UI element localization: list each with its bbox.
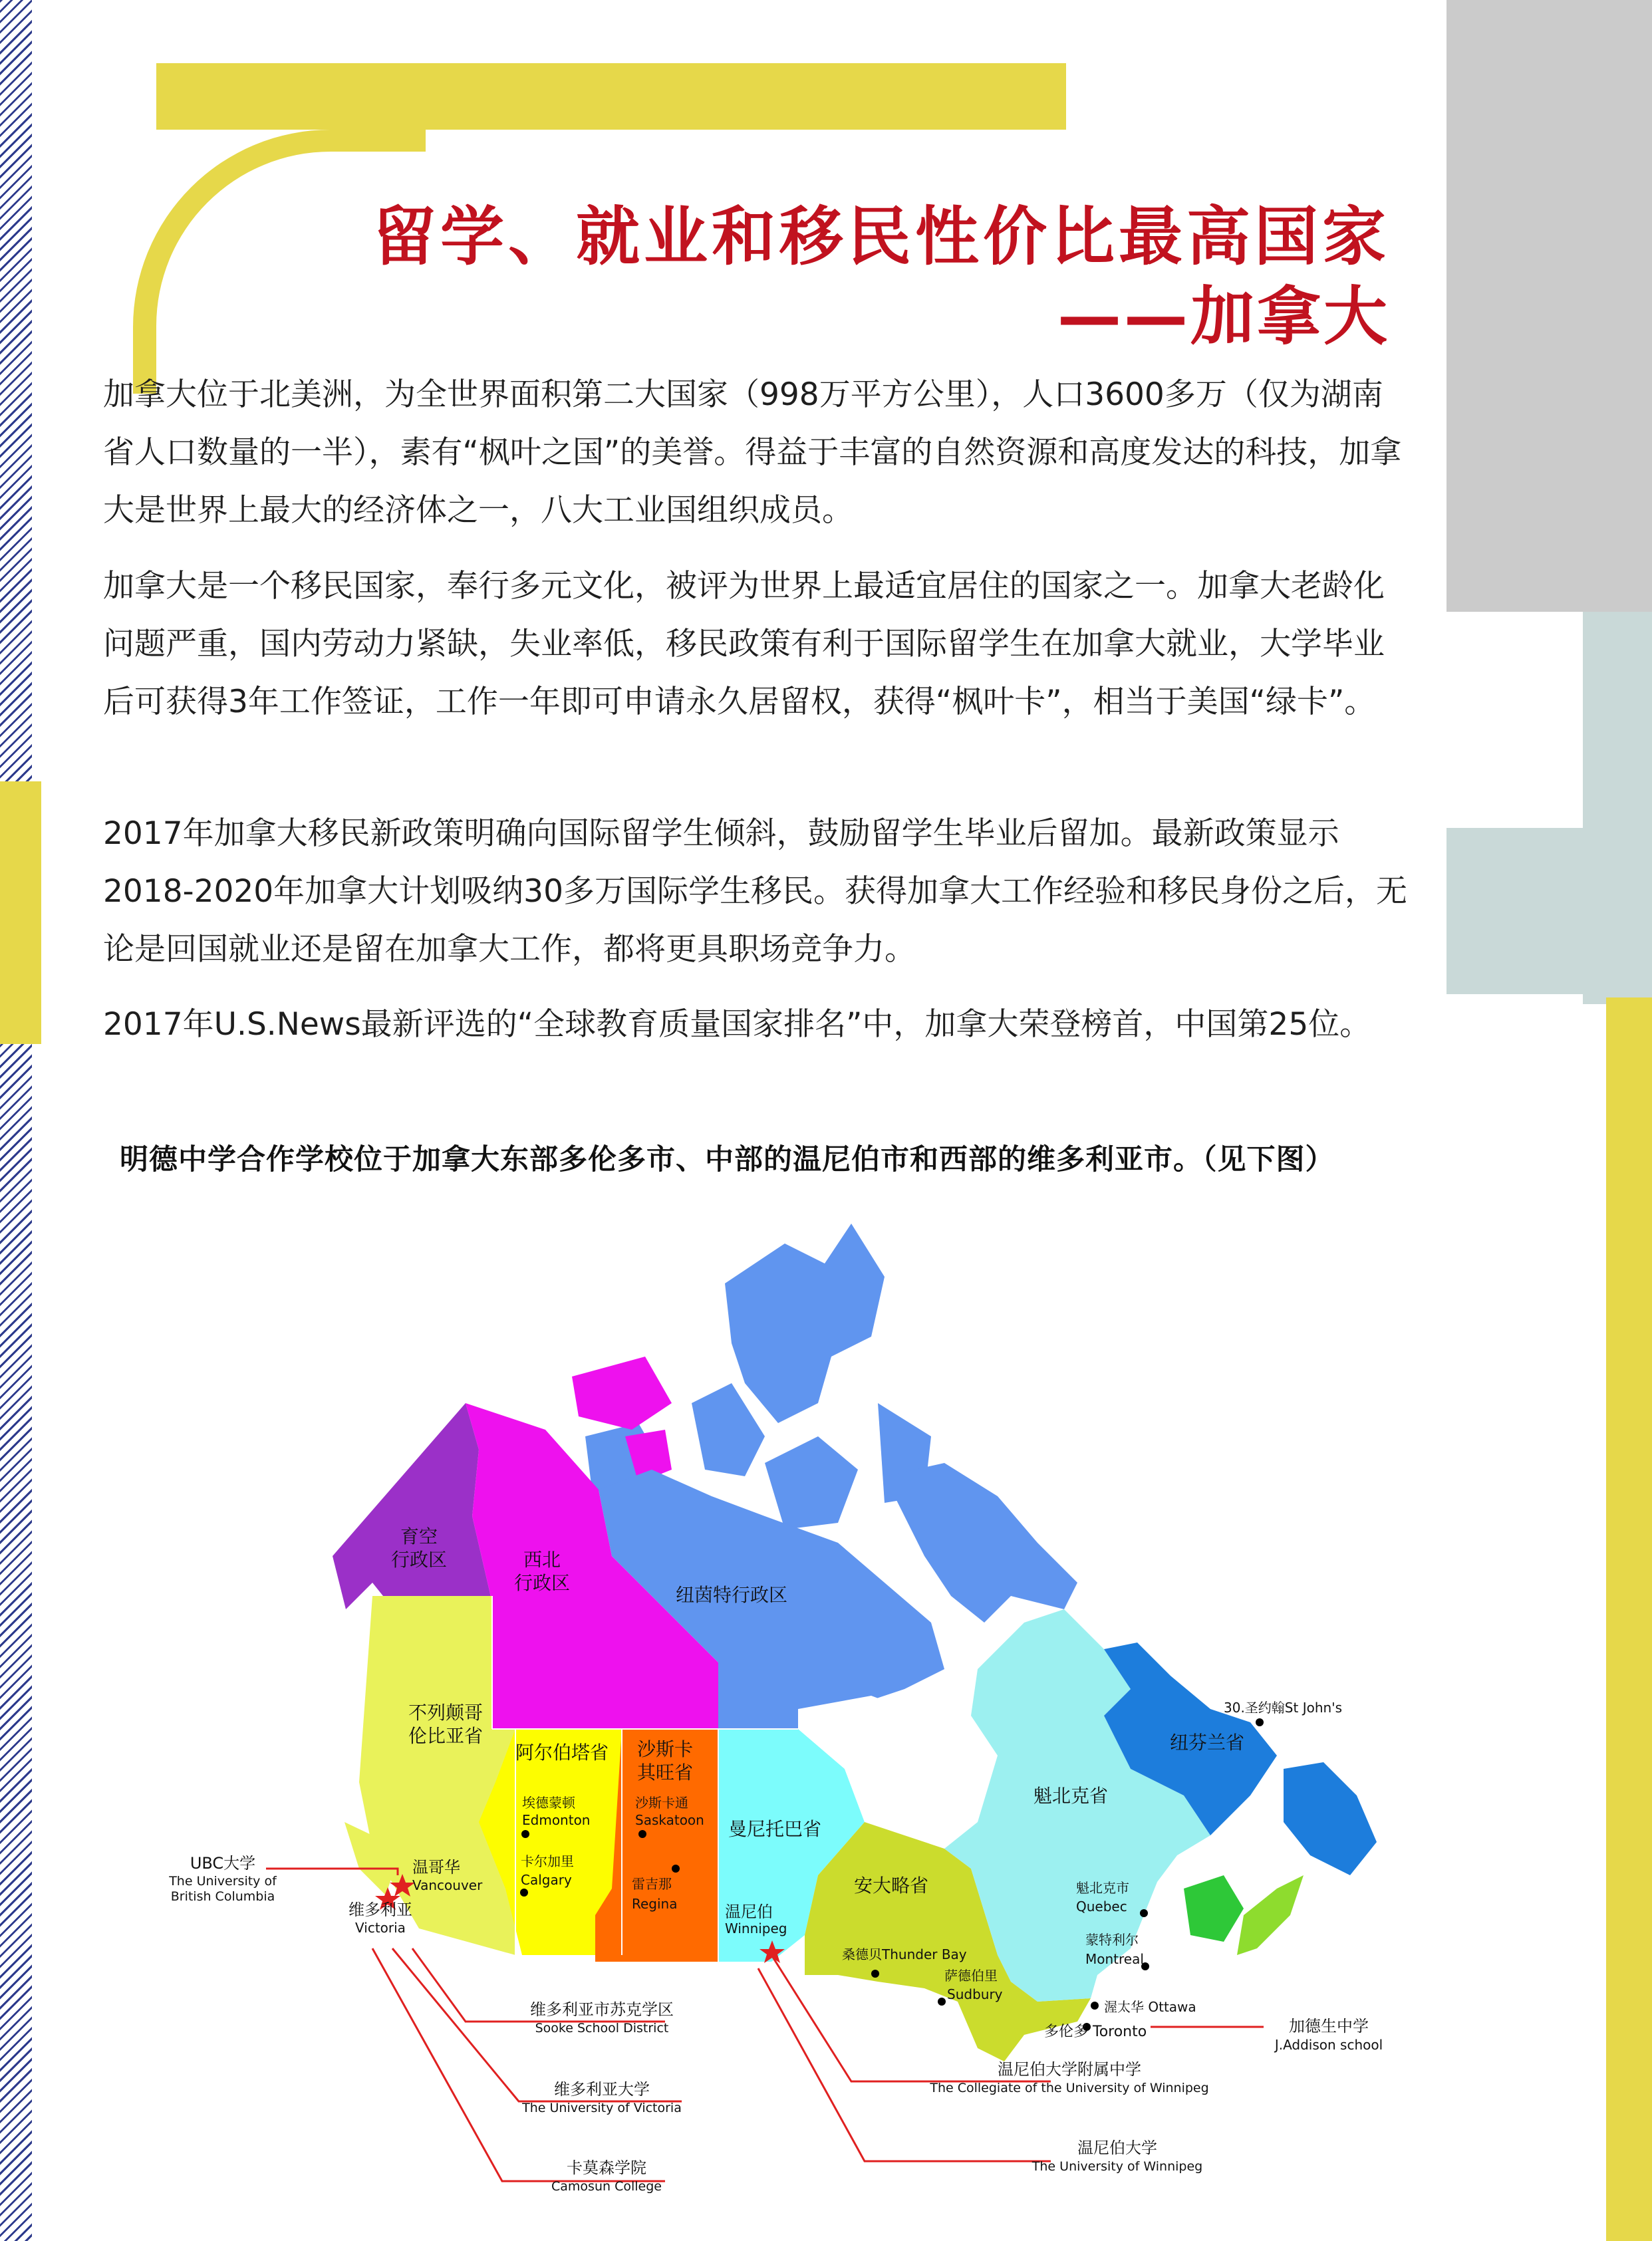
- label-montreal-cn: 蒙特利尔: [1085, 1932, 1139, 1948]
- label-quebec: 魁北克省: [1033, 1785, 1109, 1807]
- label-ubc-en2: British Columbia: [170, 1889, 275, 1904]
- label-winnipeg-cn: 温尼伯: [725, 1903, 773, 1921]
- top-yellow-bar: [156, 63, 1066, 130]
- label-camosun-cn: 卡莫森学院: [567, 2159, 646, 2177]
- dot-quebec: [1140, 1909, 1148, 1917]
- label-edmonton-en: Edmonton: [522, 1812, 591, 1828]
- label-nwt-1: 西北: [523, 1549, 561, 1571]
- page-subtitle: ——加拿大: [1057, 279, 1390, 354]
- label-thunderbay: 桑德贝Thunder Bay: [842, 1946, 967, 1962]
- label-calgary-en: Calgary: [521, 1872, 572, 1888]
- label-yukon-2: 行政区: [390, 1549, 448, 1571]
- canada-map: [0, 1184, 1652, 2241]
- dot-sudbury: [938, 1998, 946, 2006]
- label-calgary-cn: 卡尔加里: [521, 1853, 574, 1869]
- label-uvic-en: The University of Victoria: [522, 2101, 682, 2115]
- label-winnipeg-en: Winnipeg: [725, 1920, 787, 1936]
- label-edmonton-cn: 埃德蒙顿: [522, 1795, 575, 1811]
- map-caption: 明德中学合作学校位于加拿大东部多伦多市、中部的温尼伯市和西部的维多利亚市。（见下图）: [120, 1143, 1335, 1176]
- label-regina-en: Regina: [632, 1896, 678, 1912]
- dot-saskatoon: [638, 1830, 646, 1838]
- label-montreal-en: Montreal: [1085, 1951, 1144, 1967]
- dot-thunderbay: [871, 1970, 879, 1978]
- right-gray-block: [1446, 0, 1652, 612]
- label-newfoundland: 纽芬兰省: [1169, 1732, 1245, 1754]
- label-ubc-cn: UBC大学: [190, 1854, 256, 1873]
- page-title: 留学、就业和移民性价比最高国家: [372, 199, 1390, 274]
- label-toronto: 多伦多 Toronto: [1044, 2024, 1147, 2040]
- paragraph-policy: 2017年加拿大移民新政策明确向国际留学生倾斜，鼓励留学生毕业后留加。最新政策显示2018-2020年加拿大计划吸纳30多万国际学生移民。获得加拿大工作经验和移民身份之后，无论是回国就业还是留在加拿大工作，都将更具职场竞争力。: [103, 815, 1407, 968]
- label-quebec-en: Quebec: [1076, 1899, 1127, 1914]
- nova-scotia-shape: [1237, 1875, 1304, 1955]
- label-nwt-2: 行政区: [513, 1572, 571, 1594]
- arctic-island: [692, 1383, 765, 1476]
- label-bc-2: 伦比亚省: [408, 1725, 483, 1747]
- label-nunavut: 纽茵特行政区: [675, 1584, 788, 1606]
- label-saskatoon-en: Saskatoon: [635, 1812, 704, 1828]
- label-ubc-en1: The University of: [169, 1874, 277, 1889]
- label-quebec-cn: 魁北克市: [1076, 1880, 1129, 1896]
- new-brunswick-shape: [1184, 1875, 1244, 1942]
- baffin-island: [885, 1463, 1077, 1623]
- dot-ottawa: [1091, 2002, 1099, 2010]
- paragraph-immigration: 加拿大是一个移民国家，奉行多元文化，被评为世界上最适宜居住的国家之一。加拿大老龄化问题严重，国内劳动力紧缺，失业率低，移民政策有利于国际留学生在加拿大就业，大学毕业后可获得3年工作签证，工作一年即可申请永久居留权，获得“枫叶卡”，相当于美国“绿卡”。: [103, 568, 1385, 720]
- label-ottawa: 渥太华 Ottawa: [1104, 1999, 1196, 2015]
- label-collegiate-cn: 温尼伯大学附属中学: [998, 2060, 1141, 2079]
- label-ontario: 安大略省: [853, 1875, 929, 1897]
- label-sudbury-cn: 萨德伯里: [944, 1968, 998, 1984]
- arctic-island: [725, 1224, 885, 1423]
- label-vancouver-en: Vancouver: [412, 1877, 483, 1893]
- label-stjohns: 30.圣约翰St John's: [1224, 1700, 1343, 1716]
- label-saskatoon-cn: 沙斯卡通: [635, 1795, 688, 1811]
- label-yukon-1: 育空: [400, 1525, 438, 1547]
- dot-edmonton: [521, 1830, 529, 1838]
- label-alberta: 阿尔伯塔省: [515, 1742, 609, 1764]
- label-addison-en: J.Addison school: [1274, 2037, 1383, 2053]
- label-addison-cn: 加德生中学: [1289, 2017, 1369, 2036]
- label-vancouver-cn: 温哥华: [412, 1858, 460, 1877]
- dot-stjohns: [1256, 1718, 1264, 1726]
- label-uwinnipeg-en: The University of Winnipeg: [1032, 2159, 1203, 2174]
- label-sooke-cn: 维多利亚市苏克学区: [530, 2000, 674, 2019]
- label-sooke-en: Sooke School District: [535, 2021, 669, 2036]
- label-sudbury-en: Sudbury: [947, 1986, 1003, 2002]
- label-sask-2: 其旺省: [636, 1762, 694, 1783]
- label-regina-cn: 雷吉那: [632, 1876, 672, 1892]
- label-victoria-en: Victoria: [355, 1920, 406, 1936]
- label-victoria-cn: 维多利亚: [348, 1901, 412, 1919]
- dot-regina: [672, 1865, 680, 1873]
- label-uvic-cn: 维多利亚大学: [554, 2080, 650, 2099]
- label-manitoba: 曼尼托巴省: [728, 1818, 822, 1840]
- label-uwinnipeg-cn: 温尼伯大学: [1077, 2139, 1157, 2157]
- label-collegiate-en: The Collegiate of the University of Winnipeg: [930, 2081, 1209, 2095]
- arctic-island: [765, 1436, 858, 1529]
- paragraph-ranking: 2017年U.S.News最新评选的“全球教育质量国家排名”中，加拿大荣登榜首，中国第25位。: [103, 1006, 1371, 1043]
- leader-camosun: [372, 1948, 665, 2181]
- newfoundland-shape: [1284, 1762, 1377, 1875]
- paragraph-intro: 加拿大位于北美洲，为全世界面积第二大国家（998万平方公里），人口3600多万（仅为湖南省人口数量的一半），素有“枫叶之国”的美誉。得益于丰富的自然资源和高度发达的科技，加拿大是世界上最大的经济体之一，八大工业国组织成员。: [103, 376, 1402, 529]
- dot-calgary: [520, 1889, 528, 1897]
- label-sask-1: 沙斯卡: [636, 1738, 694, 1760]
- nwt-island: [572, 1357, 672, 1430]
- label-bc-1: 不列颠哥: [408, 1702, 483, 1724]
- label-camosun-en: Camosun College: [551, 2179, 662, 2194]
- province-shapes: [333, 1224, 1377, 2061]
- right-teal-block-lower: [1446, 828, 1652, 994]
